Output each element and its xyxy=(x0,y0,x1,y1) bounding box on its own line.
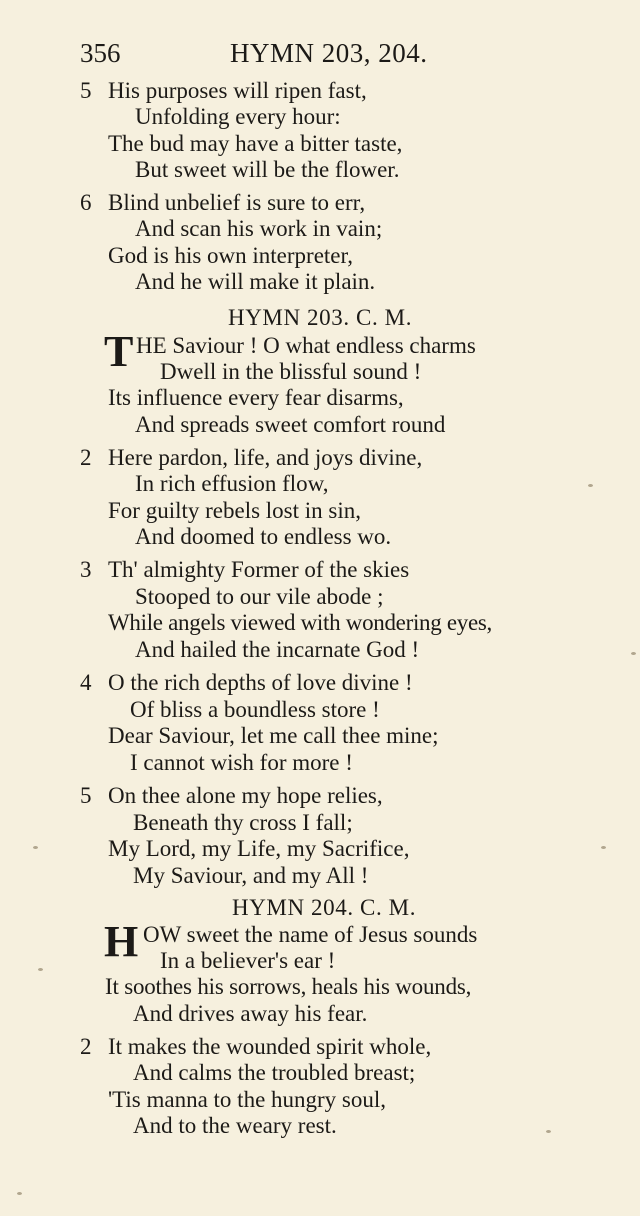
paper-speck xyxy=(588,484,593,487)
verse-line: And doomed to endless wo. xyxy=(135,524,392,549)
verse-line: And he will make it plain. xyxy=(135,269,376,294)
verse-line: While angels viewed with wondering eyes, xyxy=(108,610,492,635)
stanza-number: 2 xyxy=(80,1034,92,1059)
hymn-title: HYMN 204. C. M. xyxy=(232,895,417,920)
verse-line: I cannot wish for more ! xyxy=(130,750,353,775)
paper-speck xyxy=(17,1192,22,1195)
verse-line: Here pardon, life, and joys divine, xyxy=(108,445,423,470)
hymn-title: HYMN 203. C. M. xyxy=(228,305,413,330)
page-number: 356 xyxy=(80,38,121,68)
verse-line: In rich effusion flow, xyxy=(135,471,329,496)
verse-line: Dear Saviour, let me call thee mine; xyxy=(108,723,439,748)
paper-speck xyxy=(546,1130,551,1133)
verse-line: And scan his work in vain; xyxy=(135,216,383,241)
verse-line: His purposes will ripen fast, xyxy=(108,78,367,103)
verse-line: And hailed the incarnate God ! xyxy=(135,637,420,662)
verse-line: And drives away his fear. xyxy=(133,1001,368,1026)
verse-line: Beneath thy cross I fall; xyxy=(133,810,353,835)
verse-line: Its influence every fear disarms, xyxy=(108,385,404,410)
page-header xyxy=(80,36,560,70)
verse-line: 'Tis manna to the hungry soul, xyxy=(108,1087,387,1112)
stanza-number: 5 xyxy=(80,783,92,808)
verse-line: In a believer's ear ! xyxy=(160,948,336,973)
verse-line: And calms the troubled breast; xyxy=(133,1060,416,1085)
verse-line: My Saviour, and my All ! xyxy=(133,863,369,888)
stanza-number: 4 xyxy=(80,670,92,695)
verse-line: My Lord, my Life, my Sacrifice, xyxy=(108,836,410,861)
verse-line: And to the weary rest. xyxy=(133,1113,337,1138)
verse-line: Stooped to our vile abode ; xyxy=(135,584,384,609)
verse-line: But sweet will be the flower. xyxy=(135,157,400,182)
verse-line: On thee alone my hope relies, xyxy=(108,783,383,808)
paper-speck xyxy=(601,846,606,849)
paper-speck xyxy=(33,846,38,849)
stanza-number: 2 xyxy=(80,445,92,470)
verse-line: Unfolding every hour: xyxy=(135,104,341,129)
verse-line: O the rich depths of love divine ! xyxy=(108,670,413,695)
paper-speck xyxy=(631,652,636,655)
verse-line: Dwell in the blissful sound ! xyxy=(160,359,422,384)
drop-cap: T xyxy=(104,327,134,376)
verse-line: It makes the wounded spirit whole, xyxy=(108,1034,432,1059)
verse-line: OW sweet the name of Jesus sounds xyxy=(143,922,478,947)
verse-line: HE Saviour ! O what endless charms xyxy=(136,333,476,358)
verse-line: The bud may have a bitter taste, xyxy=(108,131,403,156)
verse-line: And spreads sweet comfort round xyxy=(135,412,446,437)
verse-line: For guilty rebels lost in sin, xyxy=(108,498,361,523)
running-title: HYMN 203, 204. xyxy=(230,38,428,68)
stanza-number: 5 xyxy=(80,78,92,103)
verse-line: God is his own interpreter, xyxy=(108,243,354,268)
verse-line: Blind unbelief is sure to err, xyxy=(108,190,366,215)
verse-line: It soothes his sorrows, heals his wounds, xyxy=(105,974,472,999)
drop-cap: H xyxy=(104,917,139,966)
stanza-number: 3 xyxy=(80,557,92,582)
verse-line: Of bliss a boundless store ! xyxy=(130,697,380,722)
verse-line: Th' almighty Former of the skies xyxy=(108,557,410,582)
stanza-number: 6 xyxy=(80,190,92,215)
paper-speck xyxy=(38,968,43,971)
